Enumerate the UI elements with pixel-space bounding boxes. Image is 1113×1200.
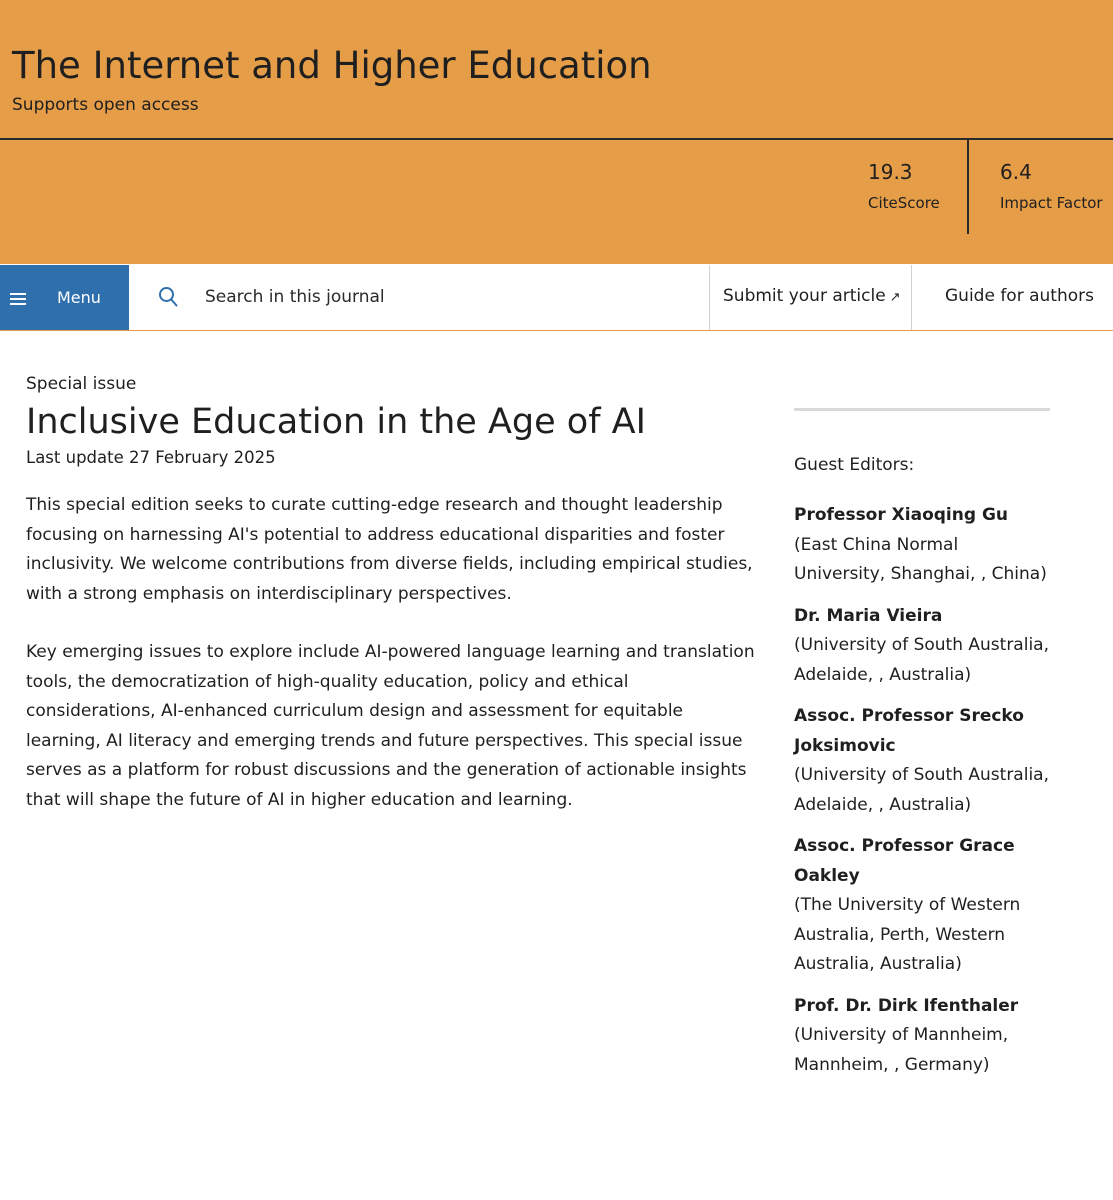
editor-affiliation: (University of South Australia, Adelaide, , Australia) bbox=[794, 635, 1049, 685]
guest-editors-sidebar bbox=[794, 408, 1050, 1080]
impact-factor-label: Impact Factor bbox=[1000, 194, 1103, 212]
citescore-metric[interactable] bbox=[868, 160, 940, 212]
sidebar-divider bbox=[794, 408, 1050, 411]
journal-title[interactable]: The Internet and Higher Education bbox=[12, 44, 652, 87]
menu-button[interactable] bbox=[0, 265, 129, 330]
journal-metrics bbox=[0, 140, 1113, 264]
journal-header bbox=[0, 0, 1113, 139]
special-issue-title: Inclusive Education in the Age of AI bbox=[26, 402, 646, 442]
last-update-date: Last update 27 February 2025 bbox=[26, 448, 276, 467]
editor-name: Assoc. Professor Srecko Joksimovic bbox=[794, 706, 1024, 756]
journal-search-input[interactable] bbox=[205, 282, 685, 312]
guest-editors-heading: Guest Editors: bbox=[794, 455, 915, 475]
editor-affiliation: (University of South Australia, Adelaide, , Australia) bbox=[794, 765, 1049, 815]
editor-entry bbox=[794, 702, 1050, 820]
description-paragraph: Key emerging issues to explore include AI-powered language learning and translation tools, the democratization of high-quality education, policy and ethical considerations, AI-enhanced curriculum design and assessment for equitable learning, AI literacy and emerging trends and future perspectives. This special issue serves as a platform for robust discussions and the generation of actionable insights that will shape the future of AI in higher education and learning. bbox=[26, 642, 755, 810]
submit-article-link[interactable] bbox=[723, 286, 901, 306]
editor-affiliation: (The University of Western Australia, Perth, Western Australia, Australia) bbox=[794, 895, 1021, 974]
external-link-arrow-icon: ↗ bbox=[889, 290, 901, 305]
citescore-value: 19.3 bbox=[868, 160, 913, 184]
nav-divider bbox=[709, 265, 710, 330]
description-paragraph: This special edition seeks to curate cutting-edge research and thought leadership focusing on harnessing AI's potential to address educational disparities and foster inclusivity. We welcome contributions from diverse fields, including empirical studies, with a strong emphasis on interdisciplinary perspectives. bbox=[26, 495, 753, 604]
special-issue-kicker: Special issue bbox=[26, 374, 137, 394]
editor-affiliation: (East China Normal University, Shanghai, , China) bbox=[794, 534, 1047, 584]
hamburger-menu-icon bbox=[10, 293, 26, 305]
special-issue-content bbox=[26, 374, 756, 815]
nav-divider bbox=[911, 265, 912, 330]
editor-entry bbox=[794, 602, 1050, 691]
editor-entry bbox=[794, 992, 1050, 1081]
editor-name: Prof. Dr. Dirk Ifenthaler bbox=[794, 995, 1019, 1016]
impact-factor-value: 6.4 bbox=[1000, 160, 1032, 184]
editor-entry bbox=[794, 832, 1050, 980]
search-icon[interactable] bbox=[158, 286, 178, 308]
submit-article-label: Submit your article bbox=[723, 286, 886, 306]
editor-name: Dr. Maria Vieira bbox=[794, 605, 943, 626]
editor-name: Assoc. Professor Grace Oakley bbox=[794, 836, 1015, 886]
editor-affiliation: (University of Mannheim, Mannheim, , Germany) bbox=[794, 1025, 1009, 1075]
editor-name: Professor Xiaoqing Gu bbox=[794, 505, 1008, 525]
journal-nav-bar bbox=[0, 264, 1113, 331]
guide-for-authors-link[interactable]: Guide for authors bbox=[945, 286, 1094, 306]
metrics-divider bbox=[967, 140, 969, 234]
menu-label: Menu bbox=[57, 288, 101, 307]
editor-entry bbox=[794, 501, 1050, 590]
citescore-label: CiteScore bbox=[868, 194, 940, 212]
open-access-label: Supports open access bbox=[12, 95, 199, 115]
impact-factor-metric[interactable] bbox=[1000, 160, 1103, 212]
